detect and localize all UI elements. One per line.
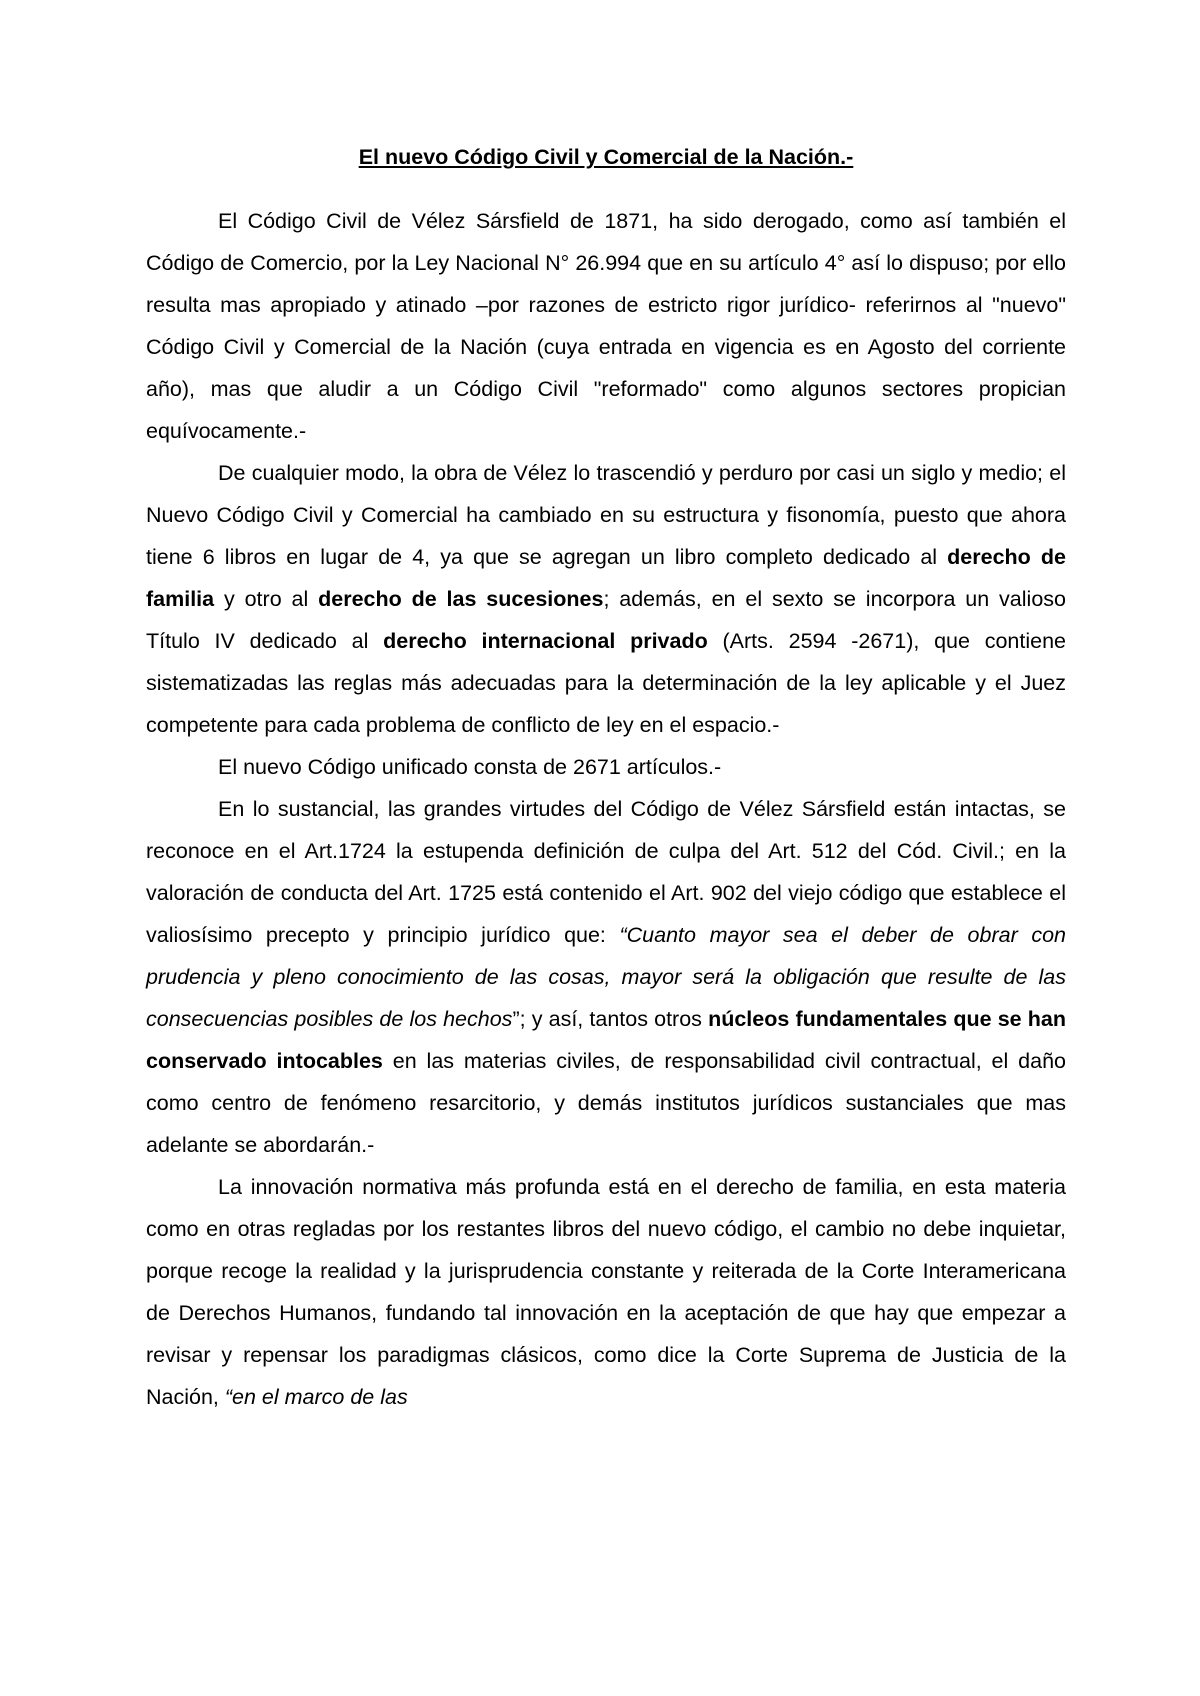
bold-text: núcleos fundamentales que se han conservado intocables [146,1007,1066,1073]
paragraph-text: El Código Civil de Vélez Sársfield de 1871, ha sido derogado, como así también el Código de Comercio, por la Ley Nacional N° 26.994 que en su artículo 4° así lo dispuso; por ello resulta mas apropiado y atinado –por razones de estricto rigor jurídico- referirnos al "nuevo" Código Civil y Comercial de la Nación (cuya entrada en vigencia es en Agosto del corriente año), mas que aludir a un Código Civil "reformado" como algunos sectores propician equívocamente.- [146,209,1066,443]
paragraph-text: (Arts. 2594 -2671), que contiene sistematizadas las reglas más adecuadas para la determinación de la ley aplicable y el Juez competente para cada problema de conflicto de ley en el espacio.- [146,629,1067,737]
document-title: El nuevo Código Civil y Comercial de la Nación.- [358,145,854,169]
italic-quote: “en el marco de las [224,1385,408,1409]
body-paragraph [146,1166,1066,1418]
bold-text: derecho de familia [146,545,1067,611]
body-paragraph [146,746,1066,788]
body-paragraph [146,200,1066,452]
paragraph-text: La innovación normativa más profunda está en el derecho de familia, en esta materia como en otras regladas por los restantes libros del nuevo código, el cambio no debe inquietar, porque recoge la realidad y la jurisprudencia constante y reiterada de la Corte Interamericana de Derechos Humanos, fundando tal innovación en la aceptación de que hay que empezar a revisar y repensar los paradigmas clásicos, como dice la Corte Suprema de Justicia de la Nación, [146,1175,1066,1409]
document-page [146,136,1066,1418]
paragraph-text: De cualquier modo, la obra de Vélez lo trascendió y perduro por casi un siglo y medio; el Nuevo Código Civil y Comercial ha cambiado en su estructura y fisonomía, puesto que ahora tiene 6 libros en lugar de 4, ya que se agregan un libro completo dedicado al [146,461,1066,569]
italic-quote: “Cuanto mayor sea el deber de obrar con prudencia y pleno conocimiento de las cosas, mayor será la obligación que resulte de las consecuencias posibles de los hechos [146,923,1066,1031]
document-body [146,200,1066,1418]
paragraph-text: en las materias civiles, de responsabilidad civil contractual, el daño como centro de fenómeno resarcitorio, y demás institutos jurídicos sustanciales que mas adelante se abordarán.- [146,1049,1066,1157]
bold-text: derecho de las sucesiones [318,587,604,611]
paragraph-text: En lo sustancial, las grandes virtudes del Código de Vélez Sársfield están intactas, se reconoce en el Art.1724 la estupenda definición de culpa del Art. 512 del Cód. Civil.; en la valoración de conducta del Art. 1725 está contenido el Art. 902 del viejo código que establece el valiosísimo precepto y principio jurídico que: [146,797,1066,947]
paragraph-text: El nuevo Código unificado consta de 2671 artículos.- [218,755,722,779]
paragraph-text: ; además, en el sexto se incorpora un valioso Título IV dedicado al [146,587,1066,653]
bold-text: derecho internacional privado [383,629,708,653]
paragraph-text: y otro al [214,587,319,611]
paragraph-text: ”; y así, tantos otros [512,1007,709,1031]
body-paragraph [146,452,1066,746]
body-paragraph [146,788,1066,1166]
